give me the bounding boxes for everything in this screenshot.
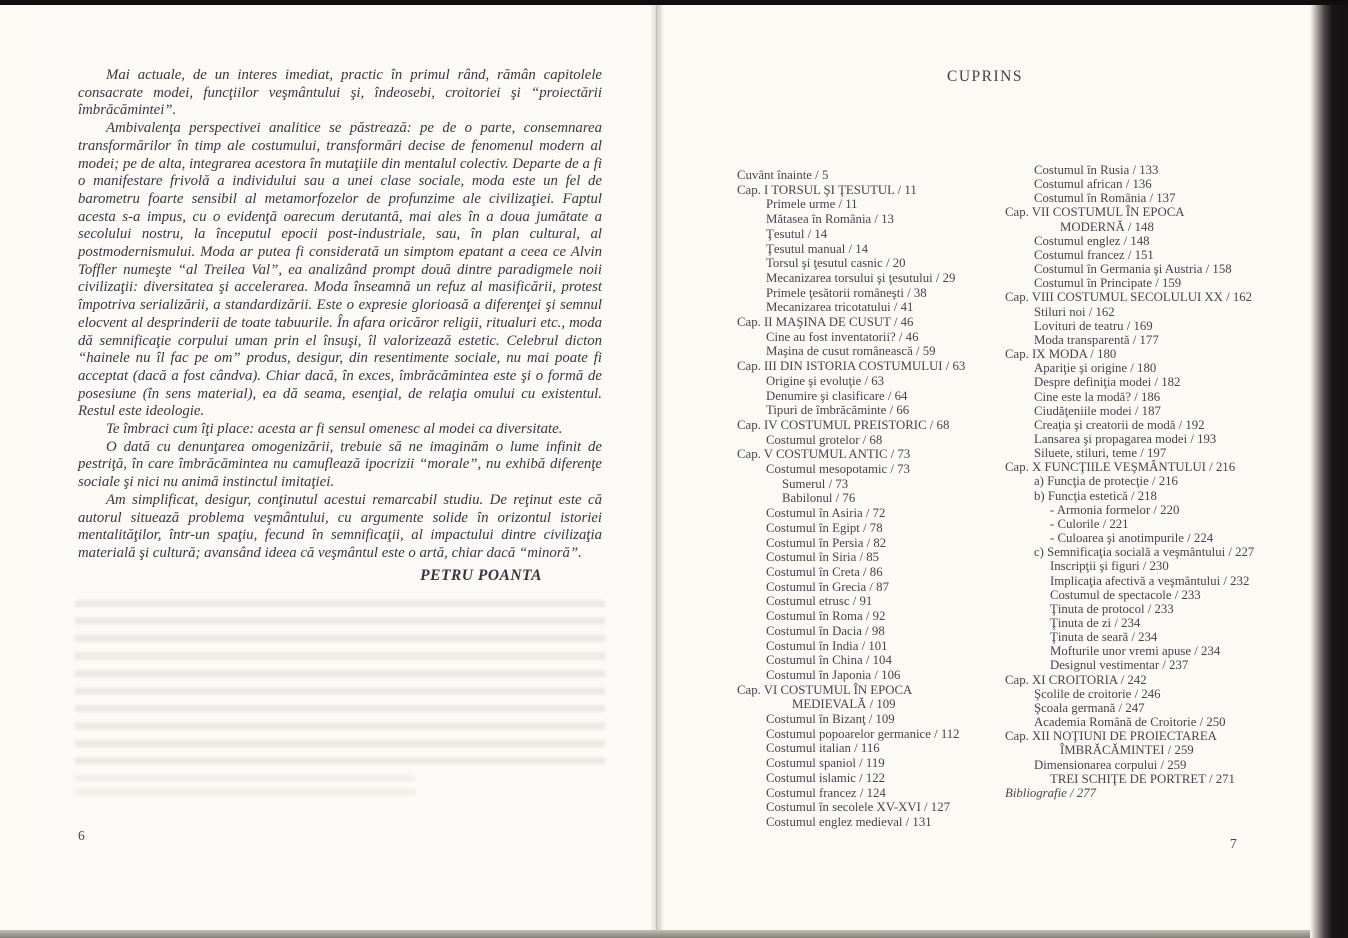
toc-entry: Costumul în China / 104 xyxy=(766,653,892,668)
toc-entry: Academia Română de Croitorie / 250 xyxy=(1034,715,1226,730)
preface-paragraph: O dată cu denunţarea omogenizării, trebuie să ne imaginăm o lume infinit de pestriţă, în care îmbrăcămintea nu camuflează ipocrizii “morale”, nu exhibă diferenţe sociale şi nici nu animă instinctul imitaţiei. xyxy=(78,438,602,491)
toc-entry: Costumul englez / 148 xyxy=(1034,233,1150,248)
toc-entry: - Culorile / 221 xyxy=(1050,516,1129,531)
toc-entry: Cap. V COSTUMUL ANTIC / 73 xyxy=(737,447,911,462)
toc-entry: Cap. XII NOŢIUNI DE PROIECTAREA xyxy=(1005,729,1217,744)
toc-entry: Tipuri de îmbrăcăminte / 66 xyxy=(766,403,910,418)
toc-entry: Moda transparentă / 177 xyxy=(1034,332,1159,347)
toc-entry: Cap. II MAŞINA DE CUSUT / 46 xyxy=(737,315,914,330)
toc-column-2 xyxy=(1005,163,1305,800)
toc-entry: Creaţia şi creatorii de modă / 192 xyxy=(1034,417,1205,432)
toc-entry: Costumul italian / 116 xyxy=(766,741,880,756)
toc-entry: Şcolile de croitorie / 246 xyxy=(1034,686,1161,701)
toc-entry: Cap. VII COSTUMUL ÎN EPOCA xyxy=(1005,205,1185,220)
toc-entry: Costumul în Principate / 159 xyxy=(1034,276,1182,291)
toc-entry: Cap. IX MODA / 180 xyxy=(1005,347,1117,362)
book-spine-line xyxy=(656,0,657,938)
scan-edge-top xyxy=(0,0,1348,5)
toc-entry: Mecanizarea torsului şi ţesutului / 29 xyxy=(766,270,956,285)
bleedthrough-text xyxy=(75,600,605,768)
preface-paragraph: Ambivalenţa perspectivei analitice se păstrează: pe de o parte, consemnarea transformărilor în timp ale costumului, transformări decise de fenomenul modern al modei; pe de alta, integrarea acestora în mutaţiile din mentalul colectiv. Departe de a fi o manifestare frivolă a individului sau a unei clase sociale, moda este un fel de barometru foarte sensibil al metamorfozelor de profunzime ale civilizaţiei. Faptul acesta s-a impus, cu o evidenţă oarecum derutantă, mai ales în a doua jumătate a secolului nostru, la începutul epocii post-industriale, sau, în plan cultural, al postmodernismului. Moda ar putea fi considerată un simptom epatant a ceea ce Alvin Toffler numeşte “al Treilea Val”, ea analizând prompt două dintre paradigmele noii civilizaţii: diversitatea şi accelerarea. Moda înseamnă un refuz al masificării, protest împotriva serializării, a standardizării. Este o expresie glorioasă a diferenţei şi semnul elocvent al desprinderii de toate tabuurile. În afara oricăror religii, ritualuri etc., moda dă semnificaţie corpului uman prin el însuşi, îl valorizează estetic. Celebrul dicton “hainele nu îl fac pe om” produs, desigur, din resentimente sociale, nu mai poate fi acceptat (dacă a fost cândva). Chiar dacă, în exces, îmbrăcămintea este şi o formă de posesiune (în sens material), ea dă seama, esenţial, de relaţia omului cu existentul. Restul este ideologie. xyxy=(78,120,602,420)
toc-entry: Stiluri noi / 162 xyxy=(1034,304,1115,319)
toc-entry: Costumul în Rusia / 133 xyxy=(1034,163,1159,177)
toc-entry: Costumul în Dacia / 98 xyxy=(766,623,885,638)
preface-paragraph: Am simplificat, desigur, conţinutul acestui remarcabil studiu. De reţinut este că autorul situează problema veşmântului, cu argumente solide în orizontul istoriei mentalităţilor, într-un spaţiu, fecund în semnificaţii, al impactului dintre civilizaţia materială şi cultură; avansând ideea că veşmântul este o artă, chiar dacă “minoră”. xyxy=(78,491,602,561)
toc-entry: Mecanizarea tricotatului / 41 xyxy=(766,300,914,315)
toc-entry: Mătasea în România / 13 xyxy=(766,212,894,227)
author-signature: PETRU POANTA xyxy=(420,567,542,584)
toc-entry: Costumul în secolele XV-XVI / 127 xyxy=(766,800,950,815)
toc-entry: ÎMBRĂCĂMINTEI / 259 xyxy=(1060,743,1194,758)
toc-entry: Costumul în Bizanţ / 109 xyxy=(766,712,895,727)
toc-entry: Costumul în Grecia / 87 xyxy=(766,579,889,594)
toc-entry: Costumul în Creta / 86 xyxy=(766,564,883,579)
toc-entry: Despre definiţia modei / 182 xyxy=(1034,375,1181,390)
toc-entry: Cap. VI COSTUMUL ÎN EPOCA xyxy=(737,682,913,697)
toc-entry: Costumul de spectacole / 233 xyxy=(1050,587,1201,602)
toc-entry: TREI SCHIŢE DE PORTRET / 271 xyxy=(1050,771,1235,786)
preface-paragraph: Mai actuale, de un interes imediat, practic în primul rând, rămân capitolele consacrate modei, funcţiilor veşmântului şi, îndeosebi, croitoriei şi “proiectării îmbrăcămintei”. xyxy=(78,67,602,119)
toc-entry: Lovituri de teatru / 169 xyxy=(1034,318,1153,333)
page-number-left: 6 xyxy=(78,828,85,843)
toc-entry: Costumul francez / 124 xyxy=(766,785,886,800)
toc-entry: Costumul spaniol / 119 xyxy=(766,756,885,771)
toc-entry: Costumul în Egipt / 78 xyxy=(766,520,883,535)
toc-entry: Ţinuta de seară / 234 xyxy=(1050,630,1158,645)
toc-entry: Costumul în Siria / 85 xyxy=(766,550,880,565)
toc-entry: Cine au fost inventatorii? / 46 xyxy=(766,329,919,344)
toc-entry: Dimensionarea corpului / 259 xyxy=(1034,757,1187,772)
toc-entry: Denumire şi clasificare / 64 xyxy=(766,388,908,403)
left-page xyxy=(30,5,650,930)
toc-entry: Cap. X FUNCŢIILE VEŞMÂNTULUI / 216 xyxy=(1005,460,1236,475)
toc-entry: Costumul în România / 137 xyxy=(1034,191,1176,206)
toc-entry: MODERNĂ / 148 xyxy=(1060,219,1154,234)
toc-entry: b) Funcţia estetică / 218 xyxy=(1034,488,1157,503)
toc-entry: Costumul în Persia / 82 xyxy=(766,535,887,550)
toc-entry: - Culoarea şi anotimpurile / 224 xyxy=(1050,531,1214,546)
toc-entry: Primele urme / 11 xyxy=(766,197,858,212)
toc-entry: Cap. VIII COSTUMUL SECOLULUI XX / 162 xyxy=(1005,290,1253,305)
toc-entry: Costumul englez medieval / 131 xyxy=(766,814,932,829)
toc-entry: Mofturile unor vremi apuse / 234 xyxy=(1050,644,1221,659)
toc-entry: Costumul în Japonia / 106 xyxy=(766,667,901,682)
preface-paragraph: Te îmbraci cum îţi place: acesta ar fi sensul omenesc al modei ca diversitate. xyxy=(106,421,563,438)
toc-entry: Inscripţii şi figuri / 230 xyxy=(1050,559,1169,574)
toc-entry: Şcoala germană / 247 xyxy=(1034,700,1145,715)
toc-entry: Sumerul / 73 xyxy=(782,476,849,491)
toc-entry: Costumul în Asiria / 72 xyxy=(766,506,886,521)
toc-entry: Torsul şi ţesutul casnic / 20 xyxy=(766,256,906,271)
toc-entry: c) Semnificaţia socială a veşmântului / 227 xyxy=(1034,545,1255,560)
toc-entry: Ciudăţeniile modei / 187 xyxy=(1034,403,1161,418)
scan-edge-bottom xyxy=(0,930,1348,938)
toc-entry: Siluete, stiluri, teme / 197 xyxy=(1034,446,1167,461)
bleedthrough-text-2 xyxy=(75,775,415,801)
toc-entry: Costumul african / 136 xyxy=(1034,177,1152,192)
toc-entry: Costumul popoarelor germanice / 112 xyxy=(766,726,960,741)
toc-entry: Ţesutul / 14 xyxy=(766,226,828,241)
toc-entry: Costumul mesopotamic / 73 xyxy=(766,462,910,477)
toc-entry: a) Funcţia de protecţie / 216 xyxy=(1034,474,1178,489)
toc-entry: Cap. XI CROITORIA / 242 xyxy=(1005,672,1147,687)
toc-entry: Costumul etrusc / 91 xyxy=(766,594,873,609)
preface-text-block xyxy=(78,67,602,563)
toc-entry: Cine este la modă? / 186 xyxy=(1034,389,1161,404)
toc-entry: Cuvânt înainte / 5 xyxy=(737,168,829,182)
scan-edge-right xyxy=(1310,0,1348,938)
toc-entry: Costumul în Germania şi Austria / 158 xyxy=(1034,262,1232,277)
toc-entry: Cap. III DIN ISTORIA COSTUMULUI / 63 xyxy=(737,359,966,374)
toc-entry: Ţinuta de protocol / 233 xyxy=(1050,601,1174,616)
toc-entry: Babilonul / 76 xyxy=(782,491,856,506)
toc-entry: Bibliografie / 277 xyxy=(1005,785,1096,800)
toc-entry: Cap. IV COSTUMUL PREISTORIC / 68 xyxy=(737,417,950,432)
toc-entry: Cap. I TORSUL ŞI ŢESUTUL / 11 xyxy=(737,182,917,197)
toc-entry: Maşina de cusut românească / 59 xyxy=(766,344,936,359)
toc-entry: - Armonia formelor / 220 xyxy=(1050,502,1180,517)
toc-entry: Costumul în India / 101 xyxy=(766,638,888,653)
toc-entry: Costumul în Roma / 92 xyxy=(766,609,886,624)
toc-entry: Ţesutul manual / 14 xyxy=(766,241,869,256)
toc-entry: Apariţie şi origine / 180 xyxy=(1034,361,1157,376)
toc-entry: Costumul grotelor / 68 xyxy=(766,432,883,447)
toc-entry: Primele ţesătorii româneşti / 38 xyxy=(766,285,927,300)
toc-entry: Costumul islamic / 122 xyxy=(766,770,886,785)
right-page xyxy=(658,5,1312,930)
toc-entry: MEDIEVALĂ / 109 xyxy=(792,697,896,712)
toc-entry: Implicaţia afectivă a veşmântului / 232 xyxy=(1050,573,1250,588)
book-spine-shadow xyxy=(650,0,664,938)
toc-entry: Designul vestimentar / 237 xyxy=(1050,658,1189,673)
toc-entry: Ţinuta de zi / 234 xyxy=(1050,616,1141,630)
toc-entry: Costumul francez / 151 xyxy=(1034,247,1154,262)
toc-title: CUPRINS xyxy=(947,68,1023,85)
toc-entry: Origine şi evoluţie / 63 xyxy=(766,373,884,388)
page-number-right: 7 xyxy=(1230,836,1237,851)
toc-entry: Lansarea şi propagarea modei / 193 xyxy=(1034,431,1217,446)
toc-column-1 xyxy=(737,168,1007,830)
